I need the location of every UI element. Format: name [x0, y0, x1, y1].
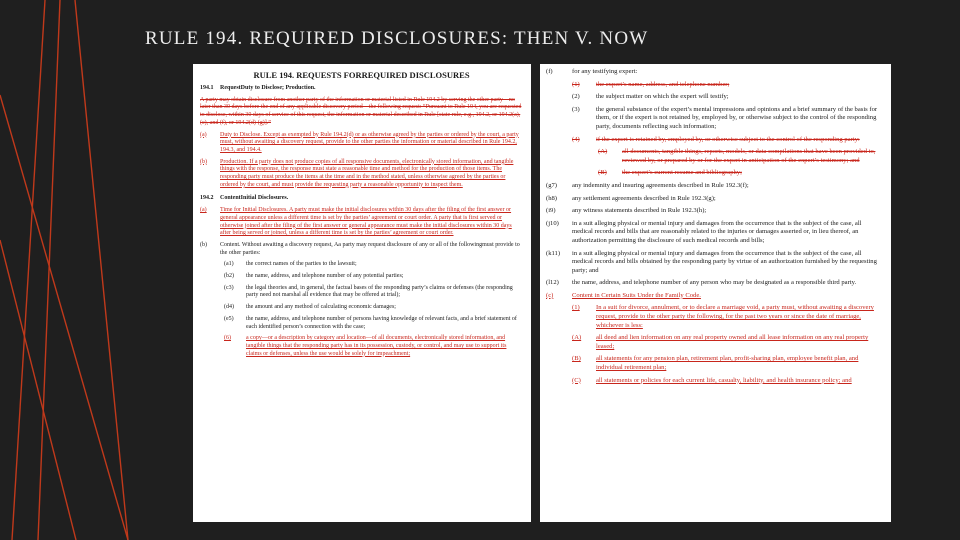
list-label: (6) [224, 335, 231, 342]
item-label: (c) [546, 291, 554, 299]
list-text: the name, address, and telephone number of any person who may be designated as a responsible third party. [572, 279, 857, 287]
subitem-text: all deed and lien information on any real property owned and all lease information on any real property leased; [596, 334, 869, 350]
section-title: RequestDuty to Disclose; Production. [220, 85, 316, 91]
subitem-text: the general substance of the expert’s mental impressions and opinions and a brief summary of the basis for them, or if the expert is not retained by, employed by, or otherwise subject to the control of the responding party, documents reflecting such information; [596, 105, 878, 130]
list-item [546, 207, 883, 216]
list-item [224, 285, 523, 300]
subitem-text: all statements for any pension plan, retirement plan, profit-sharing plan, employee benefit plan, and individual retirement plan; [596, 355, 859, 372]
red-accent-lines [0, 0, 140, 540]
item-text: Content. Without awaiting a discovery request, Aa party may request disclosure of any or all of the followingmust provide to the other parties: [220, 241, 520, 256]
family-code-section [546, 292, 883, 301]
right-document-page [540, 64, 891, 522]
list-item [546, 279, 883, 288]
expert-subitem [572, 81, 883, 90]
family-code-subitem [572, 304, 883, 330]
subitem-label: (3) [572, 105, 580, 113]
list-item [224, 261, 523, 269]
content-paragraph [200, 242, 523, 257]
subitem-text: the expert’s current resume and bibliography; [622, 169, 742, 177]
subitem-label: (B) [572, 355, 581, 363]
subitem-label: (2) [572, 93, 580, 101]
list-item [224, 273, 523, 281]
request-paragraph: A party may obtain disclosure from another party of the information or material listed in Rule 194.2 by serving the other party—no later than 30 days before the end of any applicable discovery period—the following request: “Pursuant to Rule 194, you are requested to disclose, within 30 days of service of this request, the information or material described in Rule [state rule, e.g., 194.2, or 194.2(a), (c), and (f), or 194.2(d)-(g)].” [200, 96, 522, 126]
subitem-label: (A) [572, 334, 582, 342]
list-label: (l12) [546, 279, 559, 287]
item-text: Production. If a party does not produce copies of all responsive documents, electronically stored information, and tangible things with the response, the response must state a reasonable time and method for the production of those items. The responding party must produce the items at the time and in the method stated, unless otherwise agreed by the parties or ordered by the court, and must provide the requesting party a reasonable opportunity to inspect them. [220, 158, 514, 188]
list-item [546, 220, 883, 246]
list-item [546, 250, 883, 276]
item-text: Content in Certain Suits Under the Family Code. [572, 291, 701, 299]
item-label: (f) [546, 68, 553, 75]
list-label: (j10) [546, 219, 559, 227]
subitem-text: all documents, tangible things, reports, models, or data compilations that have been provided to, reviewed by, or prepared by or for the expert in anticipation of the expert’s testimony; and [622, 148, 876, 164]
slide-title: RULE 194. REQUIRED DISCLOSURES: THEN V. NOW [145, 28, 649, 49]
item-label: (a) [200, 131, 207, 138]
testifying-expert-item [546, 68, 883, 77]
list-text: the name, address, and telephone number of persons having knowledge of relevant facts, and a brief statement of each identified person’s connection with the case; [246, 315, 517, 330]
list-item [224, 304, 523, 312]
list-text: in a suit alleging physical or mental injury and damages from the occurrence that is the subject of the case, all medical records and bills that are reasonably related to the injuries or damages asserted or, in lieu thereof, an authorization permitting the disclosure of such medical records and bills; [572, 219, 862, 244]
item-text: for any testifying expert: [572, 68, 638, 75]
expert-subitem [572, 136, 883, 145]
expert-subitem [572, 106, 883, 132]
duty-to-disclose [200, 132, 523, 155]
list-text: the correct names of the parties to the lawsuit; [246, 261, 357, 268]
list-text: the legal theories and, in general, the factual bases of the responding party’s claims or defenses (the responding party need not marshal all evidence that may be offered at trial); [246, 284, 513, 299]
list-label: (a1) [224, 261, 234, 268]
family-code-subitem [572, 334, 883, 351]
item-text: Duty to Disclose. Except as exempted by Rule 194.2(d) or as otherwise agreed by the parties or ordered by the court, a party must, without awaiting a discovery request, provide to the other parties the information or material described in Rule 194.2, 194.3, and 194.4. [220, 131, 519, 153]
list-label: (e5) [224, 315, 234, 322]
list-label: (c3) [224, 284, 234, 291]
subitem-label: (C) [572, 376, 581, 384]
list-label: (h8) [546, 194, 557, 202]
subitem-text: the expert’s name, address, and telephone number; [596, 80, 730, 88]
section-title: ContentInitial Disclosures. [220, 195, 289, 202]
item-text: Time for Initial Disclosures. A party must make the initial disclosures within 30 days after the filing of the first answer or general appearance unless a different time is set by the parties’ agreement or court order. A party that is first served or otherwise joined after the filing of the first answer or general appearance must make the initial disclosures within 30 days after being served or joined, unless a different time is set by the parties’ agreement or court order. [220, 207, 512, 237]
list-text: any settlement agreements described in Rule 192.3(g); [572, 194, 716, 202]
list-item [224, 316, 523, 331]
list-item [546, 195, 883, 204]
section-194-1 [200, 85, 523, 93]
subitem-label: (B) [598, 169, 607, 177]
list-label: (g7) [546, 181, 557, 189]
section-label: 194.2 [200, 195, 214, 202]
production [200, 159, 523, 190]
item-label: (b) [200, 158, 207, 165]
list-label: (i9) [546, 207, 556, 215]
subitem-label: (A) [598, 148, 608, 156]
subitem-text: the subject matter on which the expert will testify; [596, 93, 729, 101]
rule-heading: RULE 194. REQUESTS FORREQUIRED DISCLOSURES [253, 70, 470, 80]
subitem-label: (4) [572, 135, 580, 143]
item-label: (b) [200, 241, 207, 248]
subitem-text: if the expert is retained by, employed by, or otherwise subject to the control of the responding party: [596, 135, 860, 143]
family-code-subitem [572, 377, 883, 386]
subitem-label: (1) [572, 80, 580, 88]
section-194-2 [200, 195, 523, 203]
subitem-text: In a suit for divorce, annulment, or to declare a marriage void, a party must, without awaiting a discovery request, provide to the other party the following, for the past two years or since the date of marriage, whichever is less: [596, 304, 874, 329]
list-text: any indemnity and insuring agreements described in Rule 192.3(f); [572, 181, 749, 189]
list-text: the name, address, and telephone number of any potential parties; [246, 273, 404, 280]
subitem-label: (1) [572, 304, 580, 312]
expert-subitem [572, 93, 883, 102]
list-label: (d4) [224, 304, 234, 311]
list-item [224, 335, 523, 358]
list-item [546, 182, 883, 191]
time-for-initial-disclosures [200, 207, 523, 238]
list-label: (k11) [546, 249, 561, 257]
section-label: 194.1 [200, 85, 214, 91]
list-label: (b2) [224, 273, 234, 280]
family-code-subitem [572, 355, 883, 372]
expert-subsubitem [598, 169, 883, 178]
expert-subsubitem [598, 148, 883, 165]
left-document-page [193, 64, 531, 522]
subitem-text: all statements or policies for each current life, casualty, liability, and health insurance policy; and [596, 376, 852, 384]
list-text: the amount and any method of calculating economic damages; [246, 304, 396, 311]
list-text: any witness statements described in Rule 192.3(h); [572, 207, 707, 215]
list-text: in a suit alleging physical or mental injury and damages from the occurrence that is the subject of the case, all medical records and bills obtained by the responding party by virtue of an authorization furnished by the requesting party; and [572, 249, 877, 274]
item-label: (a) [200, 207, 207, 214]
list-text: a copy—or a description by category and location—of all documents, electronically stored information, and tangible things that the responding party has in its possession, custody, or control, and may use to support its claims or defenses, unless the use would be solely for impeachment; [246, 335, 507, 357]
